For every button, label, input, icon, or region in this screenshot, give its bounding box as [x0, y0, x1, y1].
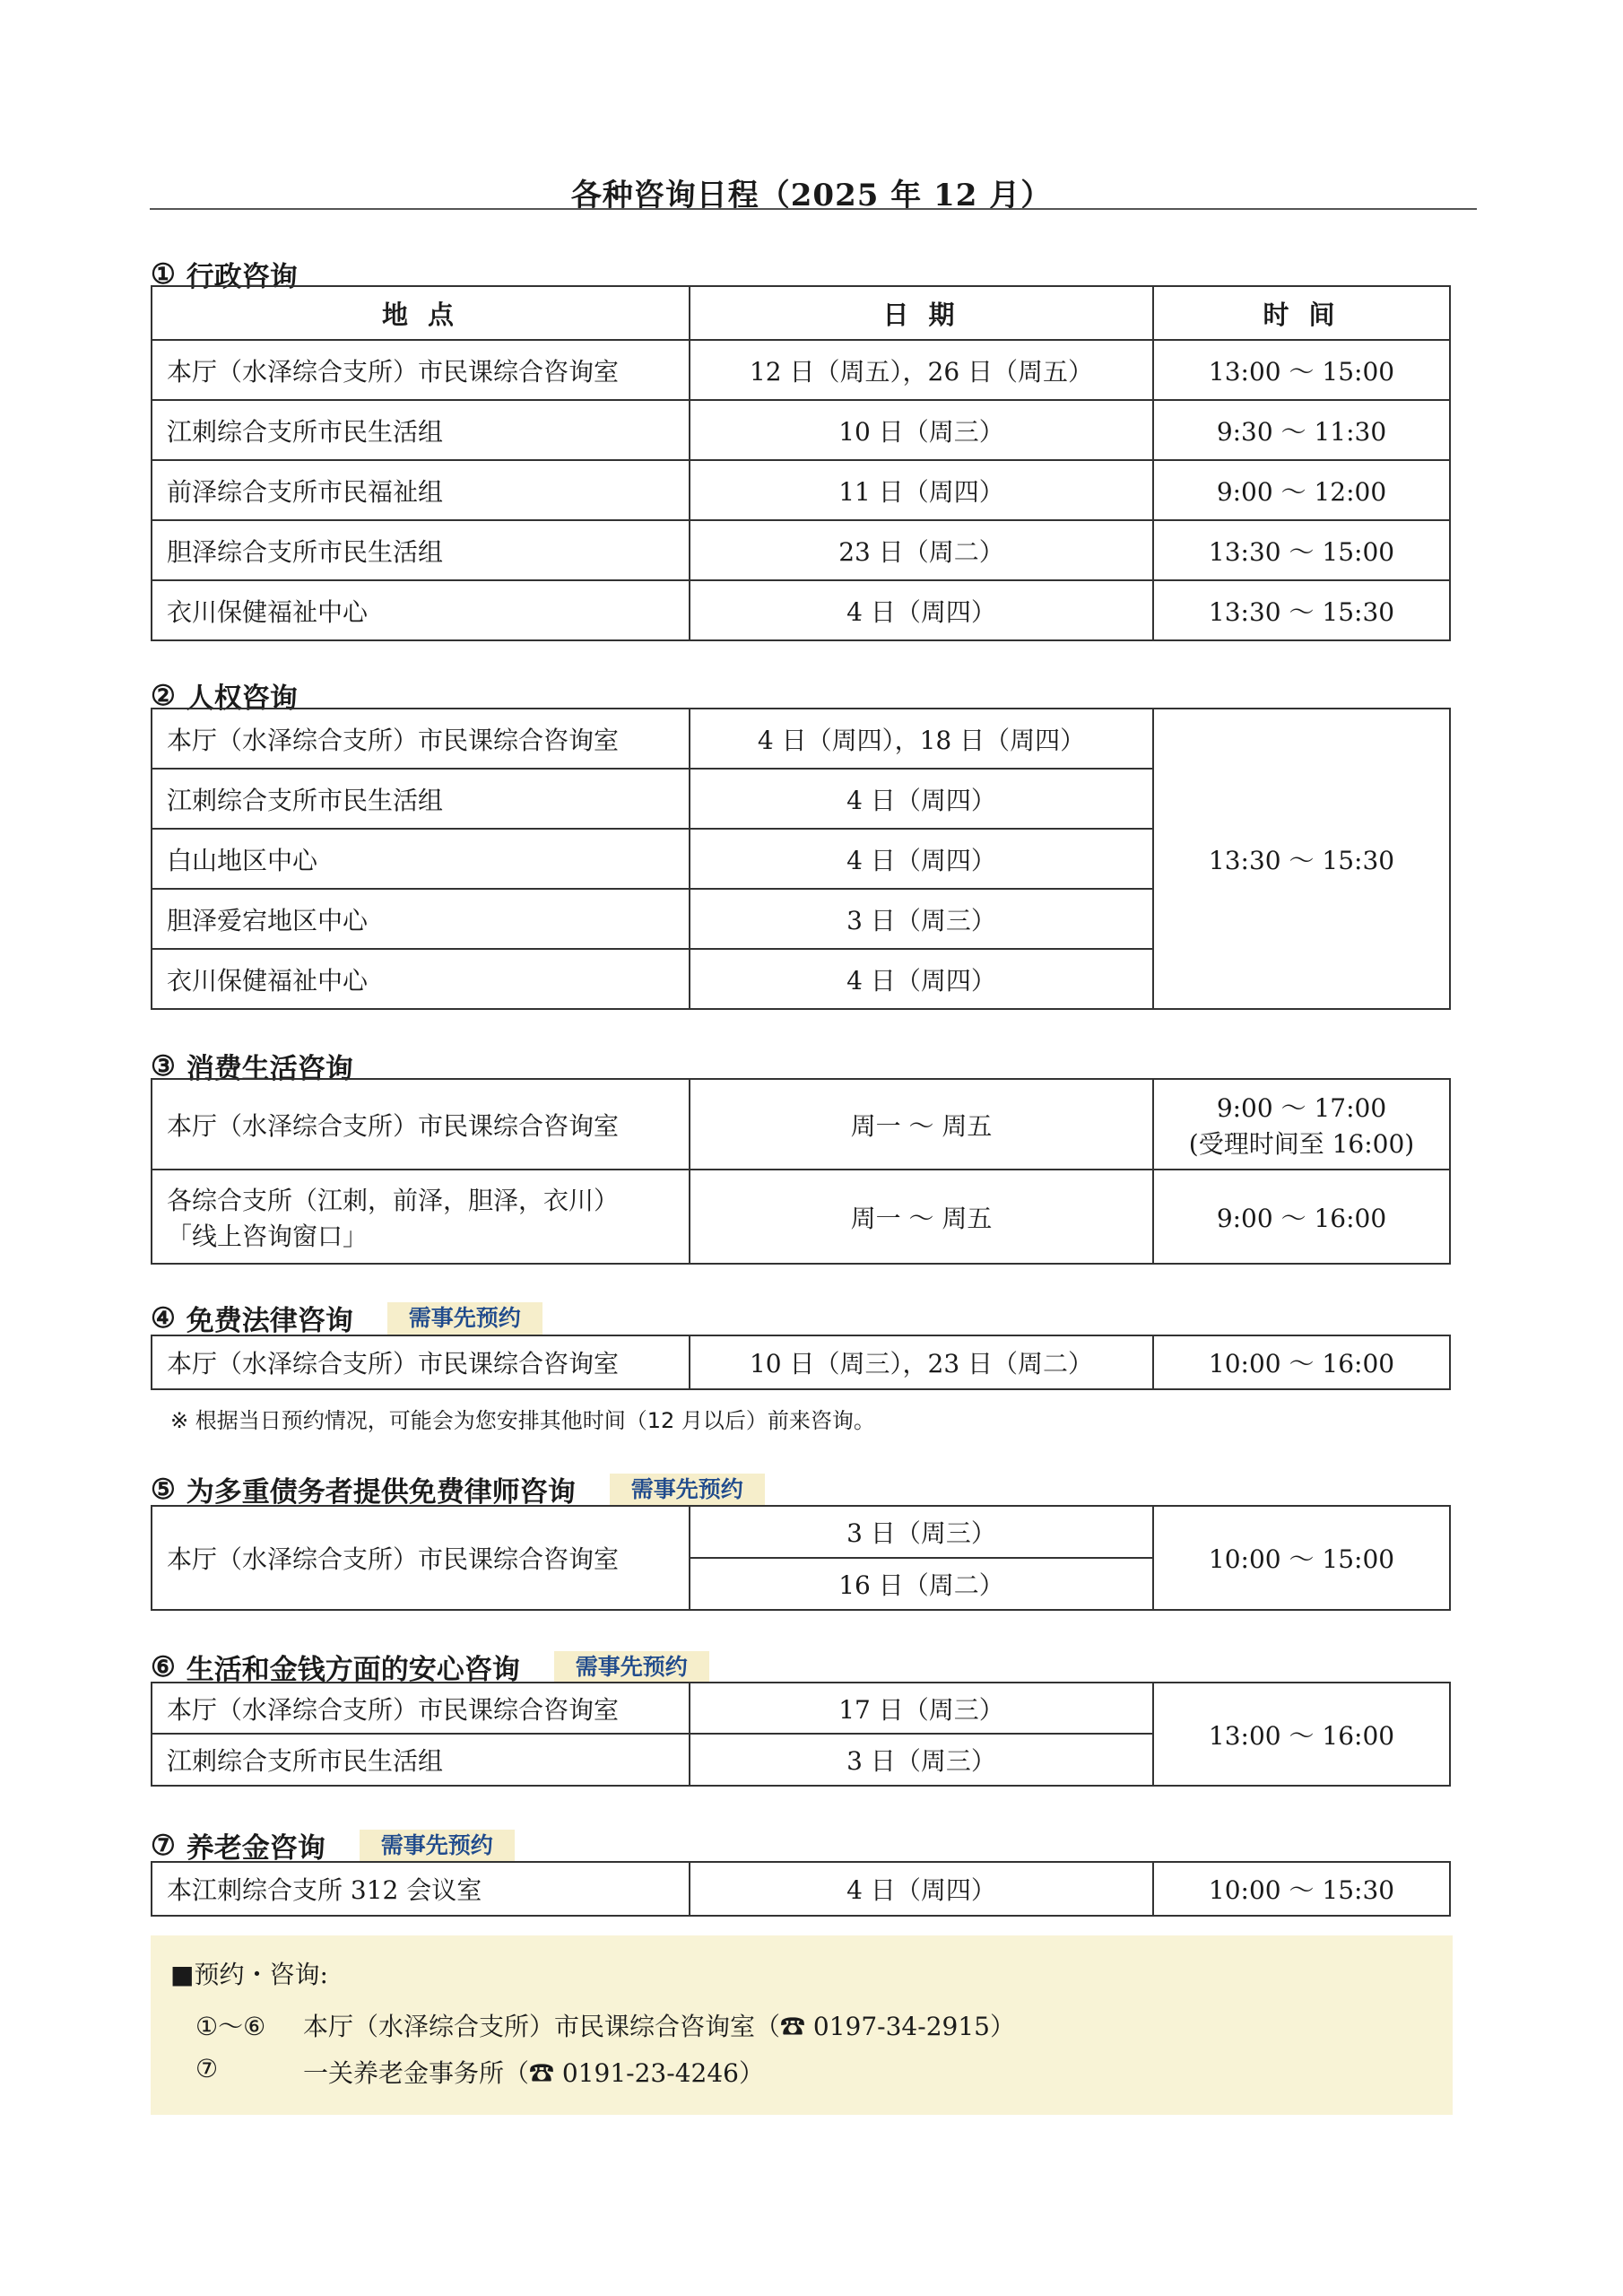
- location-line-2: 「线上咨询窗口」: [167, 1221, 369, 1251]
- location-cell: 江刺综合支所市民生活组: [152, 400, 690, 460]
- contact-text: 本厅（水泽综合支所）市民课综合咨询室（☎ 0197-34-2915）: [303, 2012, 1015, 2041]
- location-cell: 胆泽综合支所市民生活组: [152, 520, 690, 580]
- section-2-table: [151, 708, 1451, 1010]
- section-4-number: ④: [151, 1301, 176, 1335]
- section-4-title: 免费法律咨询: [186, 1305, 353, 1337]
- location-cell: 本厅（水泽综合支所）市民课综合咨询室: [152, 340, 690, 400]
- time-cell: 13:30 ～ 15:00: [1153, 520, 1450, 580]
- date-cell: 23 日（周二）: [690, 520, 1153, 580]
- contact-line: [195, 2054, 764, 2090]
- table-row: [152, 1335, 1450, 1389]
- table-row: [152, 1506, 1450, 1558]
- date-cell: 3 日（周三）: [690, 1734, 1153, 1786]
- reservation-badge: 需事先预约: [610, 1474, 765, 1506]
- time-cell: 10:00 ～ 15:30: [1153, 1862, 1450, 1916]
- section-4-note: ※ 根据当日预约情况，可能会为您安排其他时间（12 月以后）前来咨询。: [170, 1408, 875, 1433]
- table-header-row: [152, 286, 1450, 340]
- date-cell: 4 日（周四）: [690, 580, 1153, 640]
- date-cell: 4 日（周四）: [690, 1862, 1153, 1916]
- location-cell: 本江刺综合支所 312 会议室: [152, 1862, 690, 1916]
- date-cell: 11 日（周四）: [690, 460, 1153, 520]
- time-cell: 10:00 ～ 16:00: [1153, 1335, 1450, 1389]
- date-cell: 4 日（周四）: [690, 769, 1153, 829]
- date-cell: 16 日（周二）: [690, 1558, 1153, 1610]
- contact-header: ■预约・咨询:: [170, 1960, 328, 1989]
- time-cell: 9:30 ～ 11:30: [1153, 400, 1450, 460]
- section-5-title: 为多重债务者提供免费律师咨询: [186, 1476, 576, 1509]
- contact-line: [195, 2007, 1015, 2043]
- date-cell: 4 日（周四）: [690, 829, 1153, 889]
- section-2-number: ②: [151, 679, 176, 712]
- header-time: 时 间: [1153, 286, 1450, 340]
- table-row: [152, 1683, 1450, 1734]
- table-row: [152, 1079, 1450, 1170]
- date-cell: 17 日（周三）: [690, 1683, 1153, 1734]
- header-date: 日 期: [690, 286, 1153, 340]
- section-5-table: [151, 1505, 1451, 1611]
- table-row: [152, 460, 1450, 520]
- section-7-table: [151, 1861, 1451, 1917]
- time-cell: 13:30 ～ 15:30: [1153, 580, 1450, 640]
- section-4-heading: [151, 1298, 542, 1338]
- location-cell: 本厅（水泽综合支所）市民课综合咨询室: [152, 1683, 690, 1734]
- time-note: (受理时间至 16:00): [1188, 1128, 1415, 1159]
- location-cell: 江刺综合支所市民生活组: [152, 1734, 690, 1786]
- location-cell: 本厅（水泽综合支所）市民课综合咨询室: [152, 1335, 690, 1389]
- location-line-1: 各综合支所（江刺，前泽，胆泽，衣川）: [167, 1185, 620, 1215]
- location-cell: 江刺综合支所市民生活组: [152, 769, 690, 829]
- date-cell: 3 日（周三）: [690, 1506, 1153, 1558]
- table-row: [152, 1170, 1450, 1264]
- contact-range: ①～⑥: [195, 2012, 266, 2041]
- location-cell: 衣川保健福祉中心: [152, 949, 690, 1009]
- time-cell: 9:00 ～ 12:00: [1153, 460, 1450, 520]
- date-cell: 10 日（周三）: [690, 400, 1153, 460]
- table-row: [152, 709, 1450, 769]
- reservation-badge: 需事先预约: [360, 1830, 515, 1862]
- date-cell: 4 日（周四）: [690, 949, 1153, 1009]
- time-cell: 9:00 ～ 16:00: [1153, 1170, 1450, 1264]
- table-row: [152, 1862, 1450, 1916]
- time-cell: 13:00 ～ 16:00: [1153, 1683, 1450, 1786]
- location-cell: 本厅（水泽综合支所）市民课综合咨询室: [152, 1079, 690, 1170]
- location-cell: 本厅（水泽综合支所）市民课综合咨询室: [152, 709, 690, 769]
- section-1-number: ①: [151, 257, 176, 291]
- section-7-title: 养老金咨询: [186, 1832, 325, 1865]
- table-row: [152, 340, 1450, 400]
- contact-text: 一关养老金事务所（☎ 0191-23-4246）: [303, 2058, 764, 2088]
- section-3-title: 消费生活咨询: [186, 1053, 353, 1085]
- date-cell: 3 日（周三）: [690, 889, 1153, 949]
- date-cell: 周一 ～ 周五: [690, 1170, 1153, 1264]
- date-cell: 12 日（周五），26 日（周五）: [690, 340, 1153, 400]
- page-title: 各种咨询日程（2025 年 12 月）: [570, 178, 1053, 213]
- table-row: [152, 520, 1450, 580]
- time-cell: 10:00 ～ 15:00: [1153, 1506, 1450, 1610]
- section-3-table: [151, 1078, 1451, 1265]
- date-cell: 4 日（周四），18 日（周四）: [690, 709, 1153, 769]
- section-2-title: 人权咨询: [186, 683, 298, 715]
- section-6-title: 生活和金钱方面的安心咨询: [186, 1654, 520, 1686]
- contact-box: [151, 1935, 1453, 2115]
- date-cell: 10 日（周三），23 日（周二）: [690, 1335, 1153, 1389]
- section-5-heading: [151, 1469, 765, 1509]
- table-row: [152, 580, 1450, 640]
- section-1-title: 行政咨询: [186, 261, 298, 293]
- section-7-number: ⑦: [151, 1829, 176, 1862]
- section-3-number: ③: [151, 1049, 176, 1083]
- header-location: 地 点: [152, 286, 690, 340]
- reservation-badge: 需事先预约: [554, 1651, 709, 1683]
- location-cell: 前泽综合支所市民福祉组: [152, 460, 690, 520]
- contact-range: ⑦: [195, 2054, 219, 2083]
- reservation-badge: 需事先预约: [387, 1302, 542, 1335]
- location-cell: [152, 1170, 690, 1264]
- title-divider: [150, 208, 1477, 210]
- location-cell: 白山地区中心: [152, 829, 690, 889]
- time-cell: 13:30 ～ 15:30: [1153, 709, 1450, 1009]
- date-cell: 周一 ～ 周五: [690, 1079, 1153, 1170]
- time-cell: 13:00 ～ 15:00: [1153, 340, 1450, 400]
- section-6-table: [151, 1682, 1451, 1787]
- location-cell: 衣川保健福祉中心: [152, 580, 690, 640]
- section-1-table: [151, 285, 1451, 641]
- table-row: [152, 400, 1450, 460]
- location-cell: 胆泽爱宕地区中心: [152, 889, 690, 949]
- location-cell: 本厅（水泽综合支所）市民课综合咨询室: [152, 1506, 690, 1610]
- section-7-heading: [151, 1825, 515, 1866]
- time-cell: [1153, 1079, 1450, 1170]
- section-4-table: [151, 1335, 1451, 1390]
- time-value: 9:00 ～ 17:00: [1216, 1092, 1387, 1123]
- section-5-number: ⑤: [151, 1473, 176, 1506]
- section-6-number: ⑥: [151, 1650, 176, 1683]
